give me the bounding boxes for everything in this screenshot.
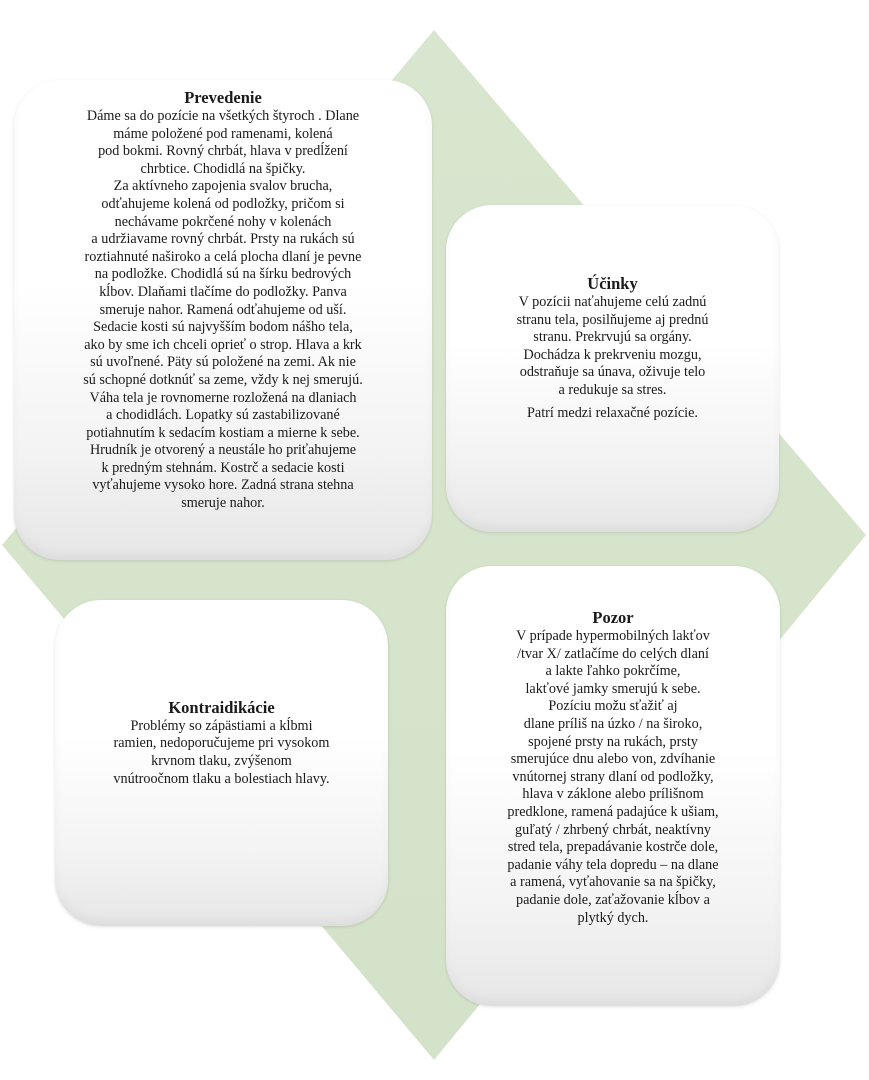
card-pozor-line: a ramená, vyťahovanie sa na špičky, (510, 874, 716, 891)
card-prevedenie-line: odťahujeme kolená od podložky, pričom si (101, 195, 345, 212)
card-ucinky-line: V pozícii naťahujeme celú zadnú (518, 293, 707, 310)
card-pozor-line: padanie váhy tela dopredu – na dlane (507, 856, 719, 873)
card-prevedenie-line: roztiahnuté naširoko a celá plocha dlaní je pevne (84, 248, 362, 265)
card-prevedenie-line: Sedacie kosti sú najvyšším bodom nášho tela, (93, 319, 353, 336)
card-pozor-line: a lakte ľahko pokrčíme, (545, 663, 681, 680)
card-ucinky (446, 205, 779, 532)
card-ucinky-title: Účinky (587, 273, 638, 293)
card-pozor-line: padanie dole, zaťažovanie kĺbov a (516, 891, 710, 908)
card-pozor-line: spojené prsty na rukách, prsty (528, 733, 698, 750)
card-prevedenie-line: a udržiavame rovný chrbát. Prsty na rukách sú (91, 231, 355, 248)
card-ucinky-line: stranu. Prekrvujú sa orgány. (533, 329, 692, 346)
card-pozor-line: predklone, ramená padajúce k ušiam, (507, 803, 719, 820)
card-pozor-line: Pozíciu možu sťažiť aj (548, 698, 678, 715)
card-kontraindikacie-line: vnútroočnom tlaku a bolestiach hlavy. (113, 770, 330, 787)
card-prevedenie-text (83, 108, 363, 513)
card-prevedenie-line: sú schopné dotknúť sa zeme, vždy k nej smerujú. (83, 371, 363, 388)
card-prevedenie (14, 80, 432, 560)
card-kontraindikacie-text (113, 718, 329, 788)
card-pozor-line: guľatý / zhrbený chrbát, neaktívny (514, 821, 712, 838)
card-prevedenie-line: Hrudník je otvorený a neustále ho priťahujeme (89, 442, 357, 459)
card-prevedenie-line: Za aktívneho zapojenia svalov brucha, (113, 178, 333, 195)
card-pozor-line: smerujúce dnu alebo von, zdvíhanie (510, 751, 716, 768)
card-ucinky-line: a redukuje sa stres. (558, 381, 667, 398)
card-ucinky-text (517, 294, 709, 400)
card-prevedenie-line: chrbtice. Chodidlá na špičky. (140, 160, 306, 177)
card-kontraindikacie-line: Problémy so zápästiami a kĺbmi (130, 717, 313, 734)
card-prevedenie-line: nechávame pokrčené nohy v kolenách (114, 213, 332, 230)
card-ucinky-line: odstraňuje sa únava, oživuje telo (519, 364, 706, 381)
card-ucinky-extra: Patrí medzi relaxačné pozície. (527, 405, 698, 422)
card-pozor-line: hlava v záklone alebo prílišnom (522, 786, 704, 803)
card-prevedenie-line: a chodidlách. Lopatky sú zastabilizované (106, 407, 340, 424)
card-prevedenie-line: potiahnutím k sedacím kostiam a mierne k sebe. (86, 424, 360, 441)
card-kontraindikacie-title: Kontraidikácie (168, 697, 275, 717)
card-kontraindikacie-line: ramien, nedoporučujeme pri vysokom (113, 735, 330, 752)
card-prevedenie-line: smeruje nahor. (181, 495, 265, 512)
card-prevedenie-line: ako by sme ich chceli oprieť o strop. Hlava a krk (84, 336, 362, 353)
card-pozor-line: lakťové jamky smerujú k sebe. (525, 680, 701, 697)
card-pozor-line: V prípade hypermobilných lakťov (516, 628, 710, 644)
card-pozor-line: stred tela, prepadávanie kostrče dole, (507, 839, 719, 856)
card-pozor-line: plytký dych. (577, 909, 649, 926)
card-prevedenie-line: Dáme sa do pozície na všetkých štyroch . Dlane (86, 108, 360, 124)
card-ucinky-line: stranu tela, posilňujeme aj prednú (516, 311, 709, 328)
card-kontraindikacie-line: krvnom tlaku, zvýšenom (151, 753, 292, 769)
card-prevedenie-line: kĺbov. Dlaňami tlačíme do podložky. Panva (99, 283, 347, 300)
card-pozor-line: /tvar X/ zatlačíme do celých dlaní (517, 645, 709, 662)
card-prevedenie-line: pod bokmi. Rovný chrbát, hlava v predĺžení (98, 143, 348, 160)
card-pozor-title: Pozor (592, 608, 634, 627)
card-prevedenie-line: Váha tela je rovnomerne rozložená na dlaniach (89, 389, 357, 406)
card-pozor-text (507, 628, 718, 927)
card-kontraindikacie (55, 600, 388, 926)
card-pozor-line: dlane príliš na úzko / na široko, (523, 715, 703, 732)
card-pozor-line: vnútornej strany dlaní od podložky, (512, 768, 714, 785)
card-prevedenie-line: smeruje nahor. Ramená odťahujeme od uší. (99, 301, 347, 318)
card-pozor (446, 566, 780, 1006)
card-prevedenie-title: Prevedenie (184, 88, 262, 107)
card-ucinky-line: Dochádza k prekrveniu mozgu, (523, 346, 702, 363)
card-prevedenie-line: máme položené pod ramenami, kolená (113, 125, 333, 142)
card-prevedenie-line: k predným stehnám. Kostrč a sedacie kosti (101, 459, 345, 476)
card-prevedenie-line: vyťahujeme vysoko hore. Zadná strana stehna (92, 477, 354, 494)
card-prevedenie-line: na podložke. Chodidlá sú na šírku bedrových (94, 266, 352, 283)
card-prevedenie-line: sú uvoľnené. Päty sú položené na zemi. Ak nie (90, 354, 356, 371)
